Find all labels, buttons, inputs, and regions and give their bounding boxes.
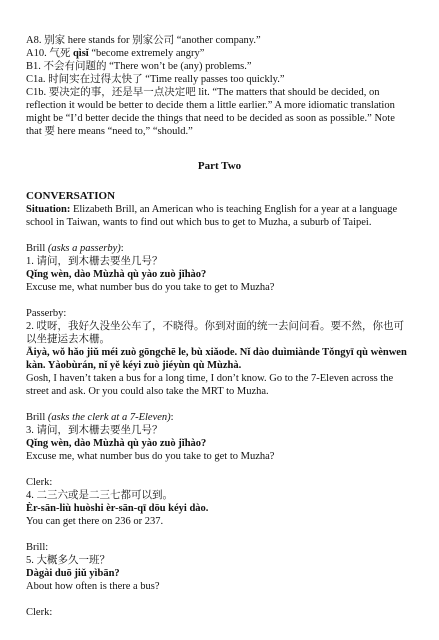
speaker-name: Clerk: <box>26 477 53 488</box>
exchange-2 <box>26 307 413 398</box>
note-c1b <box>26 86 413 138</box>
chinese-line: 4. 二三六或是二三七都可以到。 <box>26 490 173 501</box>
exchange-4 <box>26 476 413 528</box>
english-line: About how often is there a bus? <box>26 581 160 592</box>
note-a10 <box>26 47 413 60</box>
situation-text <box>26 203 413 229</box>
exchange-3 <box>26 411 413 463</box>
speaker-line <box>26 242 413 255</box>
english-line: Excuse me, what number bus do you take to get to Muzha? <box>26 451 275 462</box>
part-title: Part Two <box>197 160 242 172</box>
english-line: Excuse me, what number bus do you take to get to Muzha? <box>26 282 275 293</box>
speaker-colon: : <box>170 412 174 423</box>
speaker-name: Brill <box>26 412 46 423</box>
note-text: 不会有问题的 “There won’t be (any) problems.” <box>40 61 252 72</box>
note-text: 要决定的事，还是早一点决定吧 lit. “The matters that should be decided, on reflection it would be better to decide them a little earlier.” A more idiomatic translation might be “I’d better decide the things that need to be decided as soon as possible.” Note that 要 here means “need to,” “should.” <box>26 87 395 137</box>
note-text: 气死 <box>46 48 73 59</box>
speaker-name: Brill: <box>26 542 49 553</box>
pinyin-line: Èr-sān-liù huòshi èr-sān-qī dōu kéyi dào. <box>26 503 209 514</box>
chinese-line: 5. 大概多久一班？ <box>26 555 110 566</box>
pinyin-line: Qǐng wèn, dào Mùzhà qù yào zuò jǐhào? <box>26 269 207 280</box>
chinese-line: 1. 请问，到木栅去要坐几号？ <box>26 256 163 267</box>
note-b1 <box>26 60 413 73</box>
speaker-line <box>26 307 413 320</box>
situation-body: Elizabeth Brill, an American who is teaching English for a year at a language school in Taiwan, wants to find out which bus to get to Muzha, a suburb of Taipei. <box>26 204 398 228</box>
speaker-line <box>26 411 413 424</box>
pinyin-line: Āiyà, wǒ hǎo jiǔ méi zuò gōngchē le, bù xiǎode. Nǐ dào duìmiànde Tǒngyī qù wènwen kàn. Yàobùrán, nǐ yě kéyi zuò jiéyùn qù Mùzhà. <box>26 347 407 371</box>
pinyin-line: Dàgài duō jiǔ yìbān? <box>26 568 120 579</box>
stage-direction: (asks the clerk at a 7-Eleven) <box>45 412 171 423</box>
exchange-5 <box>26 541 413 593</box>
situation-label: Situation: <box>26 204 71 215</box>
note-text: 别家 here stands for 别家公司 “another company.” <box>41 35 261 46</box>
speaker-name: Passerby: <box>26 308 67 319</box>
note-text: “become extremely angry” <box>88 48 205 59</box>
note-key: C1b. <box>26 87 47 98</box>
trailing-speaker: Clerk: <box>26 607 53 618</box>
pinyin-line: Qǐng wèn, dào Mùzhà qù yào zuò jǐhào? <box>26 438 207 449</box>
chinese-line: 2. 哎呀，我好久没坐公车了，不晓得。你到对面的统一去问问看。要不然，你也可以坐捷运去木栅。 <box>26 321 404 345</box>
note-key: A10. <box>26 48 47 59</box>
english-line: You can get there on 236 or 237. <box>26 516 164 527</box>
note-key: A8. <box>26 35 42 46</box>
speaker-colon: : <box>120 243 124 254</box>
exchange-1 <box>26 242 413 294</box>
speaker-line <box>26 476 413 489</box>
english-line: Gosh, I haven’t taken a bus for a long time, I don’t know. Go to the 7-Eleven across the street and ask. Or you could also take the MRT to Muzha. <box>26 373 394 397</box>
speaker-name: Brill <box>26 243 46 254</box>
note-key: C1a. <box>26 74 46 85</box>
note-c1a <box>26 73 413 86</box>
note-pinyin: qìsǐ <box>72 48 89 59</box>
chinese-line: 3. 请问，到木栅去要坐几号？ <box>26 425 163 436</box>
notes-section <box>26 34 413 138</box>
note-text: 时间实在过得太快了 “Time really passes too quickly.” <box>45 74 285 85</box>
note-key: B1. <box>26 61 41 72</box>
speaker-line <box>26 541 413 554</box>
note-a8 <box>26 34 413 47</box>
stage-direction: (asks a passerby) <box>45 243 121 254</box>
conversation-heading: CONVERSATION <box>26 190 116 202</box>
